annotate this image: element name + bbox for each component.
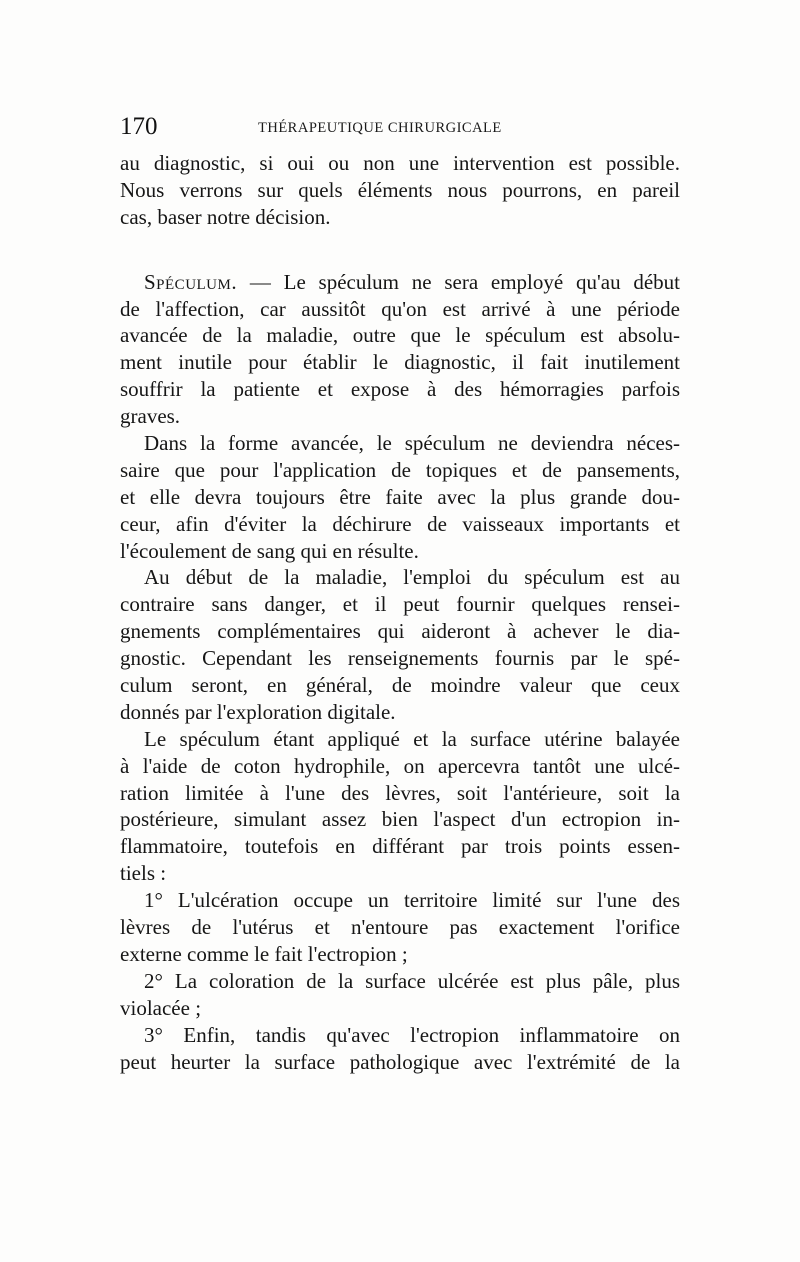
text-line: ceur, afin d'éviter la déchirure de vaisseaux importants et [120,511,680,536]
text-line: ration limitée à l'une des lèvres, soit l'antérieure, soit la [120,780,680,805]
list-item-line: 1° L'ulcération occupe un territoire limité sur l'une des [144,888,680,913]
section-lead-continuation: — Le spéculum ne sera employé qu'au début [237,269,680,294]
list-item-line: 2° La coloration de la surface ulcérée est plus pâle, plus [144,968,680,993]
text-line: flammatoire, toutefois en différant par trois points essen- [120,834,680,859]
text-line: l'écoulement de sang qui en résulte. [120,538,419,563]
list-item-line: lèvres de l'utérus et n'entoure pas exactement l'orifice [120,915,680,940]
text-line: cas, baser notre décision. [120,204,331,229]
text-line: culum seront, en général, de moindre valeur que ceux [120,673,680,698]
list-item-line: 3° Enfin, tandis qu'avec l'ectropion inflammatoire on [144,1022,680,1047]
text-line: avancée de la maladie, outre que le spéculum est absolu- [120,323,680,348]
text-line: à l'aide de coton hydrophile, on apercevra tantôt une ulcé- [120,753,680,778]
text-line: donnés par l'exploration digitale. [120,699,396,724]
text-line: Le spéculum étant appliqué et la surface utérine balayée [144,726,680,751]
text-line: Au début de la maladie, l'emploi du spéculum est au [144,565,680,590]
section-spacer [120,231,680,269]
text-line: saire que pour l'application de topiques et de pansements, [120,457,680,482]
text-line: postérieure, simulant assez bien l'aspect d'un ectropion in- [120,807,680,832]
text-line: au diagnostic, si oui ou non une intervention est possible. [120,151,680,175]
page-number: 170 [120,113,158,140]
text-line: gnements complémentaires qui aideront à achever le dia- [120,619,680,644]
list-item-line: violacée ; [120,995,202,1020]
body-text [120,150,680,1075]
list-item-line: externe comme le fait l'ectropion ; [120,941,408,966]
section-lead: Spéculum. [144,269,238,294]
text-line [120,269,680,296]
text-line: et elle devra toujours être faite avec la plus grande dou- [120,484,680,509]
text-line: de l'affection, car aussitôt qu'on est arrivé à une période [120,296,680,321]
text-line: graves. [120,404,181,429]
text-line: contraire sans danger, et il peut fournir quelques rensei- [120,592,680,617]
list-item-line: peut heurter la surface pathologique avec l'extrémité de la [120,1049,680,1074]
text-line: Dans la forme avancée, le spéculum ne deviendra néces- [144,431,680,456]
text-line: tiels : [120,861,167,886]
running-title: THÉRAPEUTIQUE CHIRURGICALE [258,120,502,136]
text-line: ment inutile pour établir le diagnostic, il fait inutilement [120,350,680,375]
text-line: Nous verrons sur quels éléments nous pourrons, en pareil [120,177,680,202]
text-line: souffrir la patiente et expose à des hémorragies parfois [120,377,680,402]
text-line: gnostic. Cependant les renseignements fournis par le spé- [120,646,680,671]
page-header [120,112,680,146]
